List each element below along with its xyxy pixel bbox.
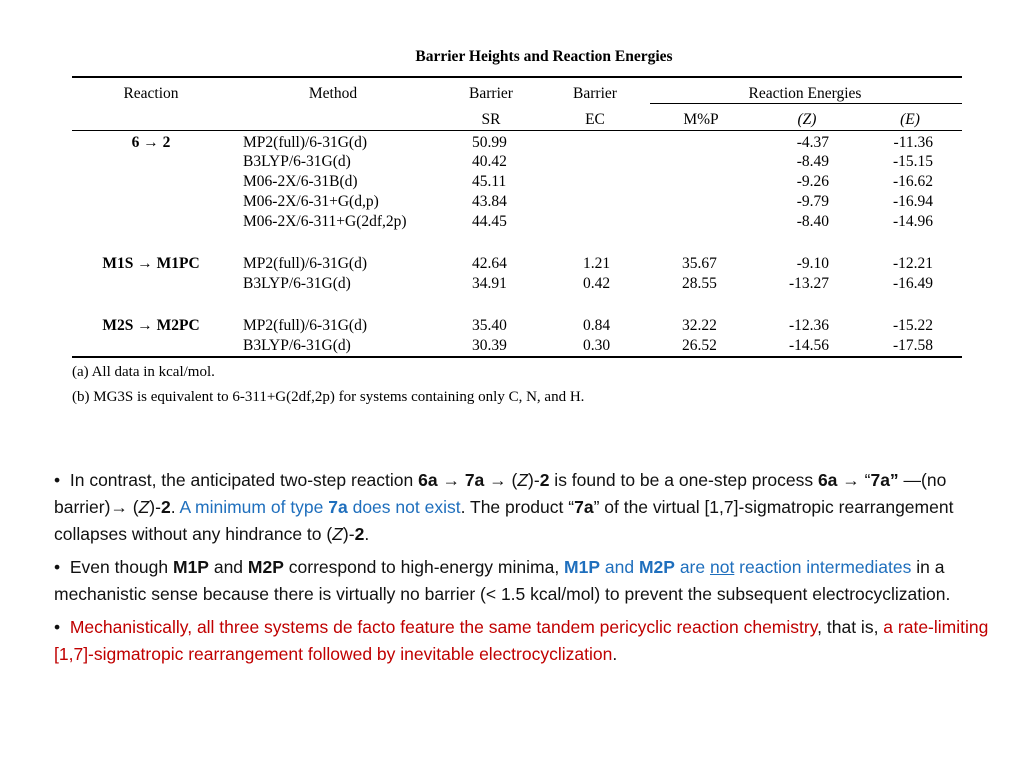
- ec-cell: 1.21: [583, 255, 611, 272]
- ec-cell: 0.30: [583, 337, 611, 354]
- method-cell: M06-2X/6-31+G(d,p): [243, 193, 379, 210]
- z-cell: -8.49: [796, 153, 829, 170]
- header-bottom-rule: [72, 130, 962, 131]
- method-cell: MP2(full)/6-31G(d): [243, 134, 367, 151]
- method-cell: B3LYP/6-31G(d): [243, 153, 351, 170]
- bullet-text-segment: In contrast, the anticipated two-step reaction: [69, 470, 419, 490]
- sr-cell: 43.84: [472, 193, 507, 210]
- bullet-text-segment: Z: [517, 470, 529, 490]
- mp-cell: 26.52: [682, 337, 717, 354]
- header-e-label: (E): [900, 111, 920, 128]
- bullet-text-segment: .: [612, 644, 618, 664]
- table-note-a: (a) All data in kcal/mol.: [72, 364, 215, 380]
- bullet-text-segment: 2: [354, 524, 365, 544]
- bullet-dot-icon: •: [54, 470, 70, 490]
- header-sr: SR: [481, 111, 501, 128]
- mp-cell: 28.55: [682, 275, 717, 292]
- reaction-label: 6 → 2: [131, 134, 171, 151]
- bullet-text-segment: Z: [138, 497, 150, 517]
- header-method: Method: [308, 85, 358, 102]
- method-cell: B3LYP/6-31G(d): [243, 337, 351, 354]
- e-cell: -11.36: [893, 134, 933, 151]
- sr-cell: 45.11: [472, 173, 507, 190]
- method-cell: MP2(full)/6-31G(d): [243, 317, 367, 334]
- ec-cell: 0.84: [583, 317, 611, 334]
- bullet-text-segment: 6a: [418, 470, 438, 490]
- method-cell: M06-2X/6-31B(d): [243, 173, 358, 190]
- bullet-text-segment: in a mechanistic sense because there is virtually no barrier (< 1.5 kcal/mol) to prevent the subsequent electrocyclization.: [54, 557, 951, 604]
- z-cell: -12.36: [788, 317, 829, 334]
- e-cell: -12.21: [892, 255, 933, 272]
- table-title: Barrier Heights and Reaction Energies: [415, 48, 673, 65]
- e-cell: -16.49: [892, 275, 933, 292]
- e-cell: -16.62: [892, 173, 933, 190]
- bullet-text-segment: 6a: [817, 470, 838, 490]
- sr-cell: 44.45: [472, 213, 507, 230]
- bullet-text-segment: → (: [484, 470, 518, 490]
- bullet-text-segment: .: [364, 524, 370, 544]
- method-cell: M06-2X/6-311+G(2df,2p): [243, 213, 407, 230]
- bullet-text-segment: .: [170, 497, 180, 517]
- bullet-text-segment: 7a”: [870, 470, 899, 490]
- bullet-text-segment: correspond to high-energy minima,: [283, 557, 565, 577]
- e-cell: -14.96: [892, 213, 933, 230]
- bullet-text-segment: ” of the virtual [1,7]-sigmatropic rearrangement collapses without any hindrance to (: [54, 497, 954, 544]
- z-cell: -14.56: [788, 337, 829, 354]
- bullet-item: [54, 467, 989, 548]
- bullet-text-segment: → “: [837, 470, 871, 490]
- sr-cell: 35.40: [472, 317, 507, 334]
- method-cell: B3LYP/6-31G(d): [243, 275, 351, 292]
- header-reaction-energies: Reaction Energies: [748, 85, 862, 102]
- header-barrier-sr: Barrier: [469, 85, 513, 102]
- bullet-text-segment: M2P: [638, 557, 675, 577]
- header-mp: M%P: [683, 111, 719, 128]
- bullet-text-segment: )-: [342, 524, 355, 544]
- table-note-b: (b) MG3S is equivalent to 6-311+G(2df,2p) for systems containing only C, N, and H.: [72, 389, 585, 405]
- reaction-label: M1S → M1PC: [102, 255, 200, 272]
- sr-cell: 50.99: [472, 134, 507, 151]
- bullet-text-segment: Even though: [69, 557, 173, 577]
- bullet-text-segment: and: [600, 557, 639, 577]
- e-cell: -15.15: [892, 153, 933, 170]
- z-cell: -13.27: [788, 275, 829, 292]
- header-z-label: (Z): [797, 111, 817, 128]
- header-z: [798, 111, 817, 129]
- header-ec: EC: [585, 111, 605, 128]
- reaction-energies-rule: [650, 103, 962, 104]
- bullet-text-segment: 7a: [328, 497, 348, 517]
- bullet-text-segment: a rate-limiting [1,7]-sigmatropic rearrangement followed by inevitable electrocyclization: [54, 617, 989, 664]
- bullet-text-segment: →: [437, 470, 465, 490]
- bullet-text-segment: , that is,: [817, 617, 884, 637]
- z-cell: -9.10: [796, 255, 829, 272]
- bullet-text-segment: is found to be a one-step process: [549, 470, 818, 490]
- bullet-text-segment: M1P: [173, 557, 209, 577]
- sr-cell: 30.39: [472, 337, 507, 354]
- bullet-list: [54, 467, 989, 674]
- bullet-text-segment: . The product “: [460, 497, 575, 517]
- header-barrier-ec: Barrier: [573, 85, 617, 102]
- mp-cell: 35.67: [682, 255, 717, 272]
- sr-cell: 40.42: [472, 153, 507, 170]
- bullet-dot-icon: •: [54, 617, 70, 637]
- bullet-text-segment: M2P: [247, 557, 284, 577]
- reaction-label: M2S → M2PC: [102, 317, 200, 334]
- bullet-text-segment: 2: [539, 470, 550, 490]
- e-cell: -17.58: [892, 337, 933, 354]
- e-cell: -16.94: [892, 193, 933, 210]
- bullet-text-segment: does not exist: [347, 497, 461, 517]
- mp-cell: 32.22: [682, 317, 717, 334]
- bullet-text-segment: Mechanistically, all three systems de facto feature the same tandem pericyclic reaction chemistry: [69, 617, 818, 637]
- z-cell: -4.37: [796, 134, 829, 151]
- e-cell: -15.22: [892, 317, 933, 334]
- bullet-text-segment: are: [674, 557, 710, 577]
- sr-cell: 42.64: [472, 255, 507, 272]
- sr-cell: 34.91: [472, 275, 507, 292]
- header-reaction: Reaction: [123, 85, 179, 102]
- method-cell: MP2(full)/6-31G(d): [243, 255, 367, 272]
- z-cell: -8.40: [796, 213, 829, 230]
- bullet-text-segment: 2: [160, 497, 171, 517]
- z-cell: -9.79: [796, 193, 829, 210]
- header-e: [900, 111, 920, 129]
- bullet-text-segment: reaction intermediates: [734, 557, 912, 577]
- bullet-text-segment: )-: [528, 470, 540, 490]
- bullet-text-segment: A minimum of type: [179, 497, 329, 517]
- bullet-text-segment: 7a: [464, 470, 485, 490]
- ec-cell: 0.42: [583, 275, 611, 292]
- bullet-text-segment: —(no barrier)→ (: [54, 470, 947, 517]
- bullet-item: [54, 554, 989, 608]
- bullet-text-segment: and: [208, 557, 248, 577]
- bullet-text-segment: Z: [332, 524, 343, 544]
- bullet-text-segment: 7a: [574, 497, 594, 517]
- bullet-text-segment: )-: [149, 497, 161, 517]
- table-bottom-rule: [72, 356, 962, 358]
- bullet-item: [54, 614, 989, 668]
- bullet-dot-icon: •: [54, 557, 70, 577]
- bullet-text-segment: M1P: [564, 557, 601, 577]
- bullet-text-segment: not: [709, 557, 735, 577]
- z-cell: -9.26: [796, 173, 829, 190]
- table-top-rule: [72, 76, 962, 78]
